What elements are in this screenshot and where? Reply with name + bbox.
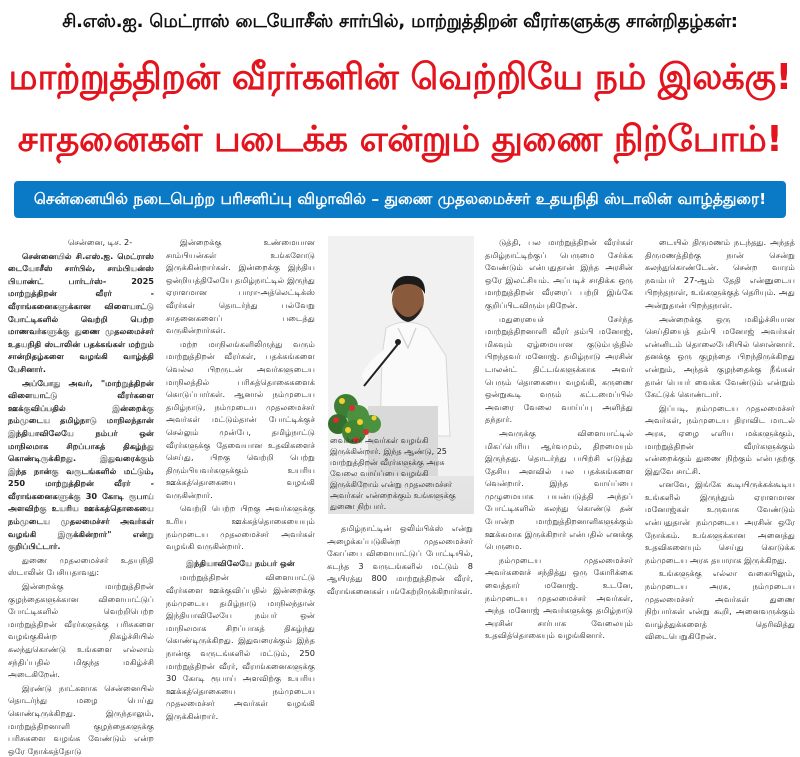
paragraph: இன்றைக்கு மாற்றுத்திறன் குழந்தைகளுக்கான விளையாட்டுப் போட்டிகளில் வெற்றிபெற்ற மாற்றுத்திறன் வீரர்களுக்கு பரிசுகளை வழங்குகின்ற நிகழ்ச்சியில் கலந்துகொண்டு உங்களை எல்லாம் சந்திப்பதில் மிகுந்த மகிழ்ச்சி அடைகிறேன். (8, 581, 154, 680)
paragraph: வெற்றி பெற்ற பிறகு அவர்களுக்கு உரிய ஊக்கத்தொகையையும் நம்முடைய முதலமைச்சர் அவர்கள் வழங்கி வருகின்றார். (166, 503, 315, 552)
paragraph: எனவே, இங்கே கூடியிருக்கக்கூடிய உங்களில் இருந்தும் ஏராளமான மனோஜ்கள் உருவாக வேண்டும் என்பதுதான் நம்முடைய அரசின் ஒரே நோக்கம். உங்களுக்கான அனைத்து உதவிகளையும் செய்து கொடுக்க நம்முடைய அரசு தயாராக இருக்கிறது. (645, 479, 795, 565)
paragraph: இரண்டு நாட்களாக சென்னையில் தொடர்ந்து மழை பெய்து கொண்டிருக்கிறது. இருந்தாலும், மாற்றுத்திறனாளி குழந்தைகளுக்கு பரிசுகளை வழங்க வேண்டும் என்ற ஒரே நோக்கத்தோடு (8, 682, 154, 756)
article-column-1 (8, 236, 154, 756)
paragraph: டுத்தி, பல மாற்றுத்திறன் வீரர்கள் தமிழ்நாட்டிற்குப் பெருமை சேர்க்க வேண்டும் என்பதுதான் இந்த அரசின் ஒரே இலட்சியம். அப்படிச் சாதிக்க ஒரு மாற்றுத்திறன் வீரரைப் பற்றி இங்கே குறிப்பிடவிரும்புகிறேன். (485, 237, 633, 310)
article-column-5 (645, 236, 795, 642)
paragraph: நம்முடைய முதலமைச்சர் அவர்களைச் சந்தித்து ஒரு கோரிக்கை வைத்தார் மனோஜ். உடனே, நம்முடைய முதலமைச்சர் அவர்கள், அந்த மனோஜ் அவர்களுக்கு தமிழ்நாடு அரசின் சார்பாக வேலையும் உதவித்தொகையும் வழங்கினார். (485, 554, 633, 641)
paragraph: மதுரையைச் சேர்ந்த மாற்றுத்திறனாளி வீரர் தம்பி மனோஜ், மிகவும் ஏழ்மையான குடும்பத்தில் பிறந்தவர் மனோஜ். தமிழ்நாடு அரசின் டாலன்ட் திட்டங்களுக்காக அவர் பெரும் தொகையை வழங்கி, கருணை ஒன்றுகூடி வரும் கட்டமைப்பில் அவரை வேலை வாய்ப்பு அளித்து தந்தார். (485, 313, 633, 425)
paragraph: உங்களுக்கு எல்லா வகையிலும், நம்முடைய அரசு, நம்முடைய முதலமைச்சர் அவர்கள் துணை நிற்பார்கள் என்று கூறி, அனைவருக்கும் வாழ்த்துக்களைத் தெரிவித்து விடைபெறுகிறேன். (645, 568, 795, 642)
article-column-2 (166, 236, 315, 721)
paragraph: மற்ற மாநிலங்களிலிருந்து வரும் மாற்றுத்திறன் வீரர்கள், பதக்கங்களை வெல்ல பிறருடன் அவர்களுடைய மாநிலத்தில் பரிசுத்தொகைகளைக் கொடுப்பார்கள். ஆனால் நம்முடைய தமிழ்நாடு, நம்முடைய முதலமைச்சர் அவர்கள் மட்டும்தான் போட்டிக்குச் செல்லும் முன்பே, தமிழ்நாட்டு வீரர்களுக்கு தேவையான உதவிகளைச் செய்து, பிறகு வெற்றி பெற்று திரும்பியவர்களுக்கும் உயரிய ஊக்கத்தொகையை வழங்கி வருகின்றார். (166, 338, 315, 500)
paragraph: அப்போது அவர், "மாற்றுத்திறன் விளையாட்டு வீரர்களை ஊக்குவிப்பதில் இன்றைக்கு நம்முடைய தமிழ்நாடு மாநிலந்தான் இந்தியாவிலேயே நம்பர் ஒன் மாநிலமாக சிறப்பாகத் திகழ்ந்து கொண்டிருக்கிறது. இதுவரைக்கும் இந்த நான்கு வருடங்களில் மட்டும், 250 மாற்றுத்திறன் வீரர் - வீராங்கனைகளுக்கு 30 கோடி ரூபாய் அளவிற்கு உயரிய ஊக்கத்தொகையை நம்முடைய முதலமைச்சர் அவர்கள் வழங்கி இருக்கின்றார்" என்று குறிப்பிட்டார். (8, 377, 154, 552)
photo-caption: வைச்சார் அவர்கள் வழங்கி இருக்கின்றார். இந்த ஆண்டு, 25 மாற்றுத்திறன் வீரர்களுக்கு அரசு வேலை வாய்ப்பை வழங்கி இருக்கிறோம் என்று முதலமைச்சர் அவர்கள் என்றைக்கும் உங்களுக்கு துணை நிற்பார். (330, 436, 456, 511)
lead-paragraph: சென்னையில் சி.எஸ்.ஐ. மெட்ராஸ் டையோசீஸ் சார்பில், சாம்பியன்ஸ் பியாண்ட் பார்டர்ஸ்- 2025 மாற்றுத்திறன் வீரர் - வீராங்கனைகளுக்கான விளையாட்டு போட்டிகளில் வெற்றி பெற்ற மாணவர்களுக்கு துணை முதலமைச்சர் உதயநிதி ஸ்டாலின் பதக்கங்கள் மற்றும் சான்றிதழ்களை வழங்கி வாழ்த்தி பேசினார். (8, 250, 154, 374)
subheading: இந்தியாவிலேயே நம்பர் ஒன் (186, 557, 295, 568)
paragraph: இன்றைக்கு உண்மையான சாம்பியன்கள் உங்களோடு இருக்கின்றார்கள். இன்றைக்கு இந்திய ஒன்றியத்திலேயே தமிழ்நாட்டில் இருந்து ஏராளமான பாரா-அத்லெட்டிக்ஸ் வீரர்கள் தொடர்ந்து பல்வேறு சாதனைகளைப் படைத்து வருகின்றார்கள். (166, 237, 315, 336)
headline-line-2: சாதனைகள் படைக்க என்றும் துணை நிற்போம்! (17, 119, 783, 160)
article-column-4 (485, 236, 633, 641)
paragraph: மாற்றுத்திறன் விளையாட்டு வீரர்களை ஊக்குவிப்பதில் இன்றைக்கு நம்முடைய தமிழ்நாடு மாநிலந்தான் இந்தியாவிலேயே நம்பர் ஒன் மாநிலமாக சிறப்பாகத் திகழ்ந்து கொண்டிருக்கிறது. இதுவரைக்கும் இந்த நான்கு வருடங்களில் மட்டும், 250 மாற்றுத்திறன் வீரர், வீராங்கனைகளுக்கு 30 கோடி ரூபாய் அளவிற்கு உயரிய ஊக்கத்தொகையை நம்முடைய முதலமைச்சர் அவர்கள் வழங்கி இருக்கின்றார். (166, 572, 315, 721)
paragraph: அவருக்கு விளையாட்டில் மிகப்பெரிய ஆர்வமும், திறமையும் இருந்தது. தொடர்ந்து பயிற்சி எடுத்து தேசிய அளவில் பல பதக்கங்களை வென்றார். இந்த வாய்ப்பை முழுமையாக பயன்படுத்தி அந்தப் போட்டிகளில் கலந்து கொண்டு தன் போன்ற மாற்றுத்திறனாளிகளுக்கும் ஊக்கமாக இருக்கிறார் என்பதில் எனக்கு பெருமை. (485, 427, 633, 552)
article-photo (328, 236, 474, 514)
paragraph: துணை முதலமைச்சர் உதயநிதி ஸ்டாலின் பேசியதாவது: (8, 554, 154, 578)
article-body (0, 226, 800, 756)
article-column-3 (327, 522, 473, 596)
paragraph: டையில் திருமணம் நடந்தது. அந்தத் திருமணத்திற்கு நான் சென்று கலந்துகொண்டேன். சென்ற வாரம் நவம்பர் 27-ஆம் தேதி என்னுடைய பிறந்தநாள், உங்களுக்குத் தெரியும். அது அன்றுதான் பிறந்தநாள். (645, 237, 795, 310)
paragraph: தமிழ்நாட்டின் ஒலிம்பிக்ஸ் என்று அழைக்கப்படுகின்ற முதலமைச்சர் கோப்பை விளையாட்டுப் போட்டியில், கடந்த 3 வருடங்களில் மட்டும் 8 ஆயிரத்து 800 மாற்றுத்திறன் வீரர், வீராங்கனைகள் பங்கேற்றிருக்கிறார்கள். (327, 523, 473, 596)
paragraph: இப்படி, நம்முடைய முதலமைச்சர் அவர்கள், நம்முடைய திராவிட மாடல் அரசு, ஏழை எளிய மக்களுக்கும், மாற்றுத்திறன் வீரர்களுக்கும் என்றைக்கும் துணை நிற்கும் என்பதற்கு இதுவே சாட்சி. (645, 402, 795, 476)
banner-text: சென்னையில் நடைபெற்ற பரிசளிப்பு விழாவில் – துணை முதலமைச்சர் உதயநிதி ஸ்டாலின் வாழ்த்துரை! (33, 189, 767, 208)
dateline: சென்னை, டிச. 2- (68, 237, 133, 247)
paragraph: அன்றைக்கு ஒரு மகிழ்ச்சியான செய்தியைத் தம்பி மனோஜ் அவர்கள் என்னிடம் தொலைபேசியில் சொன்னார். தனக்கு ஒரு குழந்தை பிறந்திருக்கிறது என்றும், அந்தக் குழந்தைக்கு நீங்கள் தான் பெயர் வைக்க வேண்டும் என்றும் கேட்டுக் கொண்டார். (645, 313, 795, 400)
headline-line-1: மாற்றுத்திறன் வீரர்களின் வெற்றியே நம் இலக்கு! (8, 57, 792, 98)
kicker-line: சி.எஸ்.ஐ. மெட்ராஸ் டையோசீஸ் சார்பில், மாற்றுத்திறன் வீரர்களுக்கு சான்றிதழ்கள்: (62, 10, 738, 32)
sub-headline-banner (14, 181, 786, 218)
